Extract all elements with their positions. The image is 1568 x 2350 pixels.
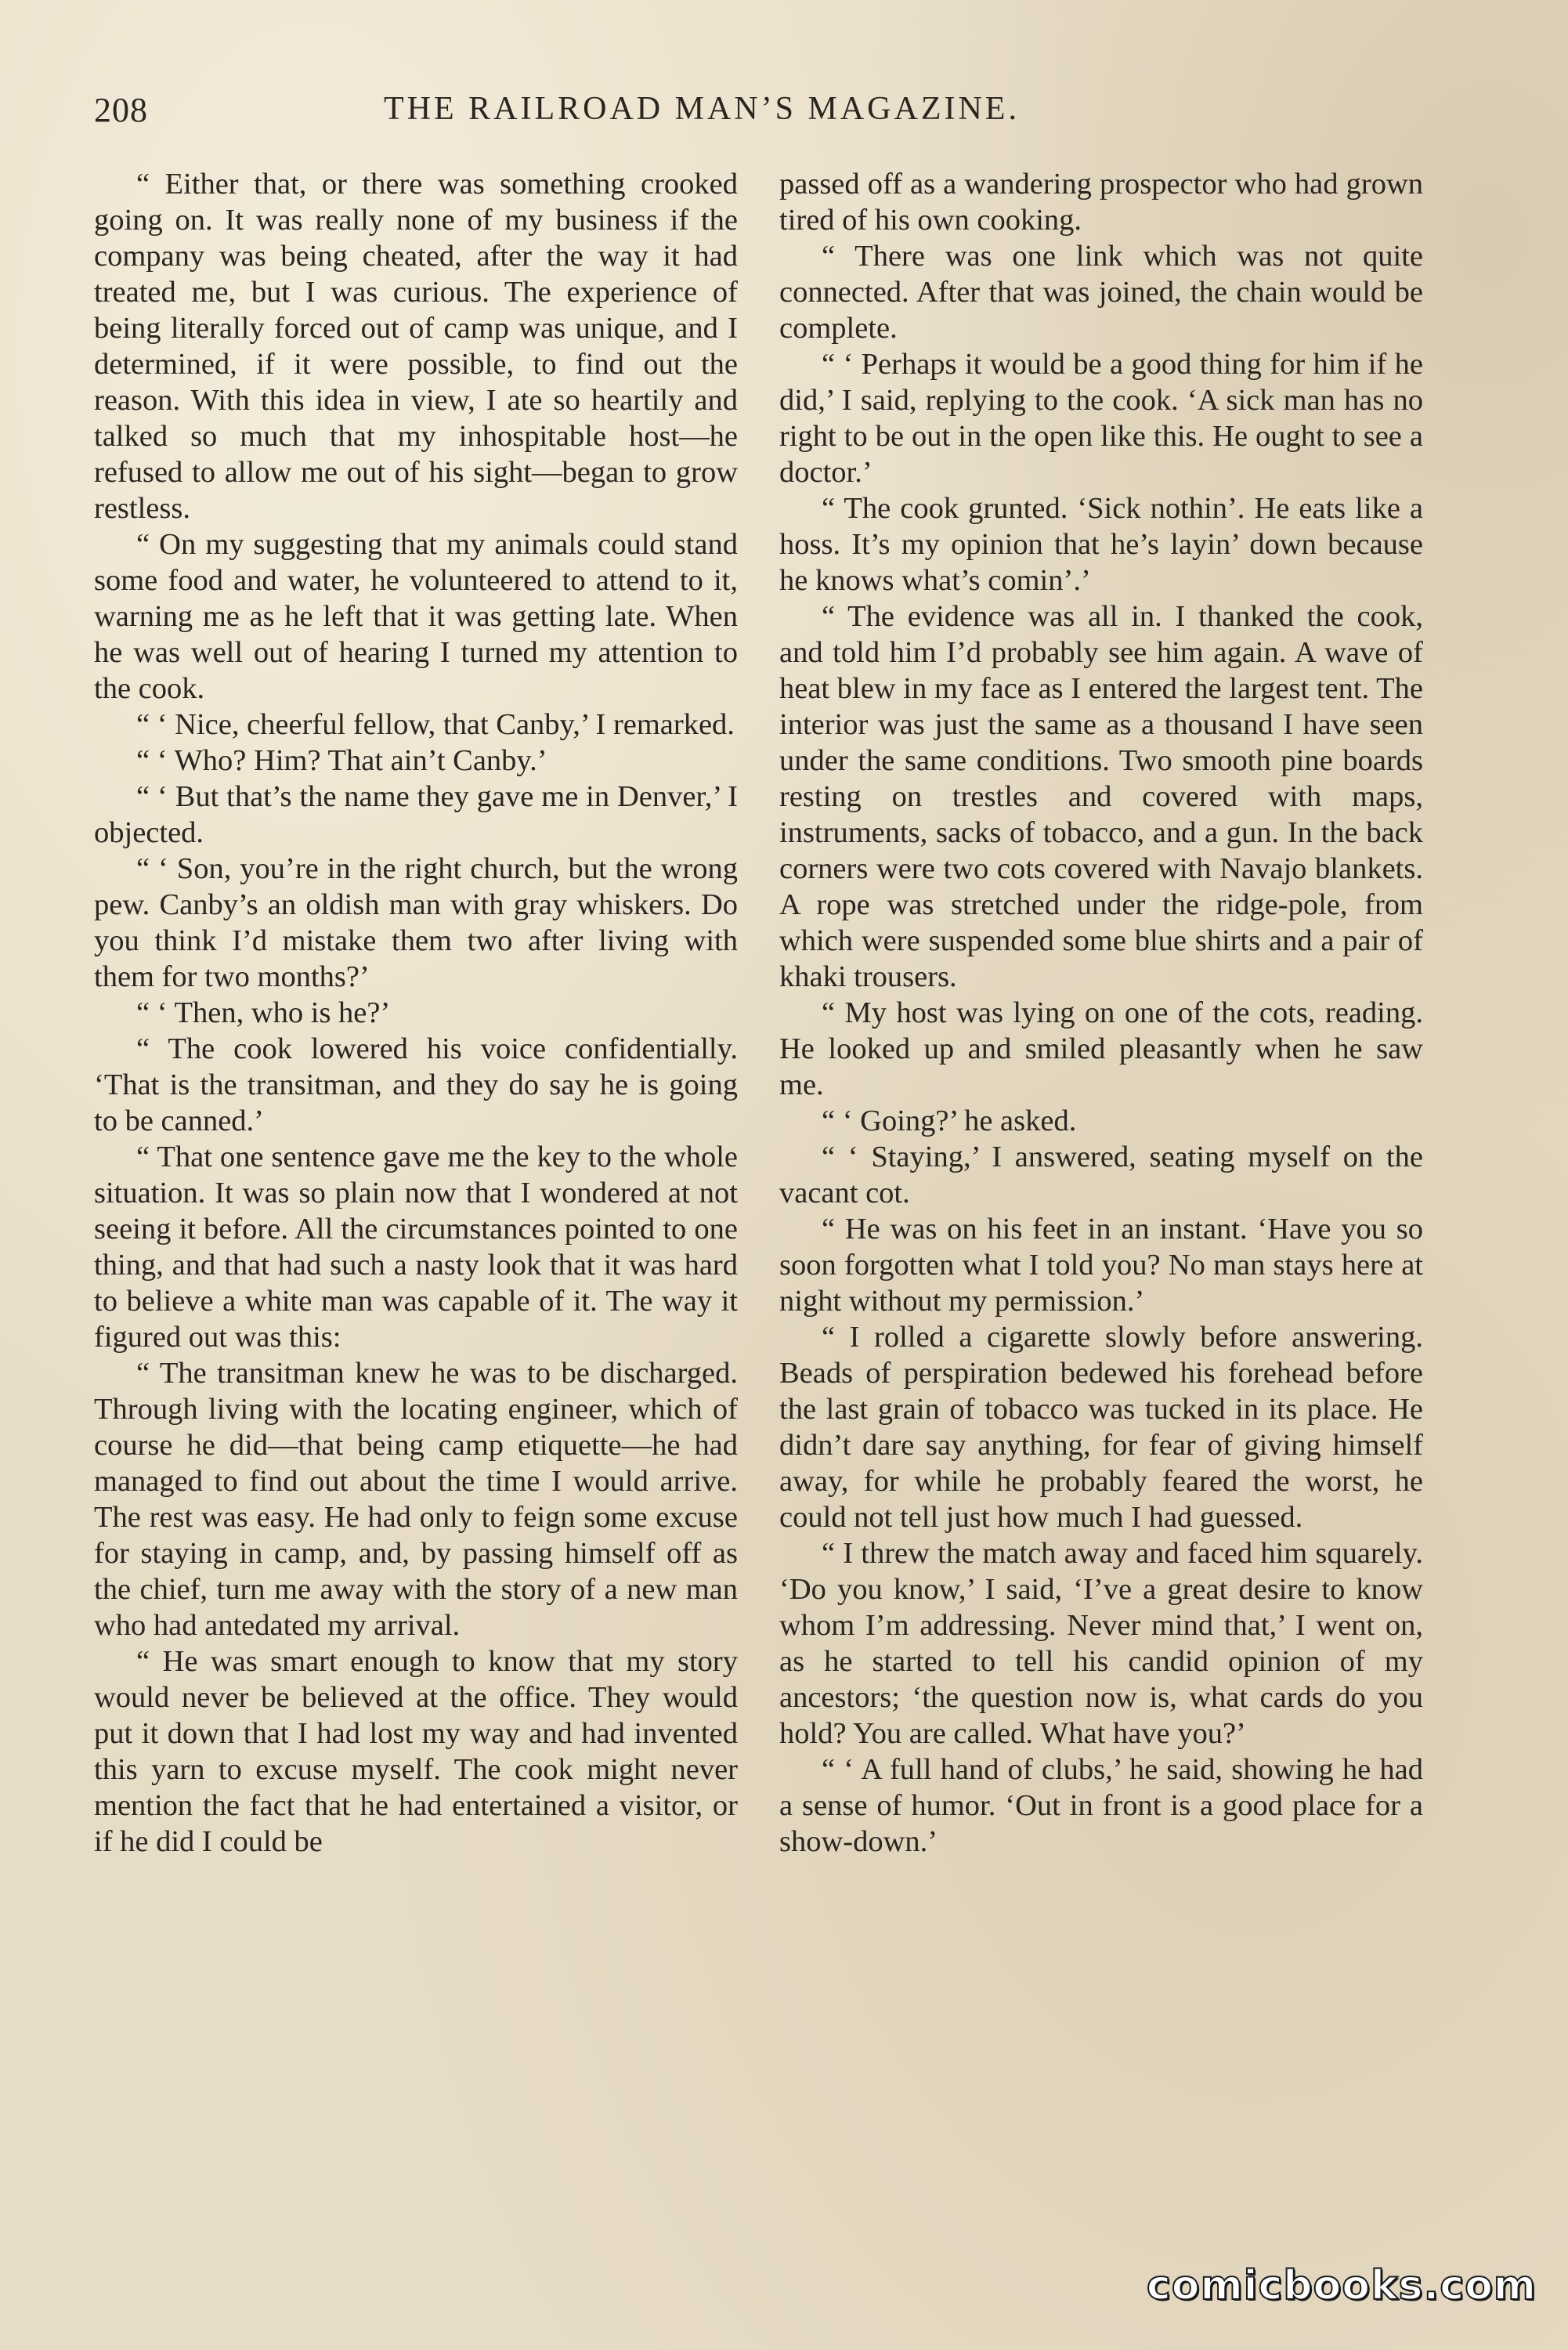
watermark: comicbooks.com [1146,2262,1537,2309]
right-column [779,166,1423,1860]
paragraph: “ On my suggesting that my animals could stand some food and water, he volunteered to attend to it, warning me as he left that it was getting late. When he was well out of hearing I turned my attention to the cook. [94,528,738,705]
paragraph: “ There was one link which was not quite connected. After that was joined, the chain would be complete. [779,240,1423,345]
paragraph: “ I threw the match away and faced him squarely. ‘Do you know,’ I said, ‘I’ve a great desire to know whom I’m addressing. Never mind that,’ I went on, as he started to tell his candid opinion of my ancestors; ‘the question now is, what cards do you hold? You are called. What have you?’ [779,1537,1423,1750]
paragraph: “ He was on his feet in an instant. ‘Have you so soon forgotten what I told you? No man stays here at night without my permission.’ [779,1213,1423,1318]
paragraph: “ ‘ Going?’ he asked. [822,1104,1077,1137]
paragraph: “ The cook lowered his voice confidentially. ‘That is the transitman, and they do say he is going to be canned.’ [94,1032,738,1137]
paragraph: “ ‘ But that’s the name they gave me in Denver,’ I objected. [94,780,738,849]
paragraph: “ ‘ Staying,’ I answered, seating myself on the vacant cot. [779,1141,1423,1209]
paragraph: passed off as a wandering prospector who had grown tired of his own cooking. [779,168,1423,237]
page-number: 208 [94,91,148,129]
left-column [94,166,738,1860]
paragraph: “ The evidence was all in. I thanked the cook, and told him I’d probably see him again. A wave of heat blew in my face as I entered the largest tent. The interior was just the same as a thousand I have seen under the same conditions. Two smooth pine boards resting on trestles and covered with maps, instruments, sacks of tobacco, and a gun. In the back corners were two cots covered with Navajo blankets. A rope was stretched under the ridge-pole, from which were suspended some blue shirts and a pair of khaki trousers. [779,600,1423,993]
paragraph: “ ‘ Who? Him? That ain’t Canby.’ [136,744,547,777]
paragraph: “ I rolled a cigarette slowly before answering. Beads of perspiration bedewed his forehead before the last grain of tobacco was tucked in its place. He didn’t dare say anything, for fear of giving himself away, for while he probably feared the worst, he could not tell just how much I had guessed. [779,1321,1423,1534]
paragraph: “ ‘ Perhaps it would be a good thing for him if he did,’ I said, replying to the cook. ‘A sick man has no right to be out in the open like this. He ought to see a doctor.’ [779,348,1423,489]
running-head: THE RAILROAD MAN’S MAGAZINE. [384,91,1020,127]
paragraph: “ The transitman knew he was to be discharged. Through living with the locating engineer, which of course he did—that being camp etiquette—he had managed to find out about the time I would arrive. The rest was easy. He had only to feign some excuse for staying in camp, and, by passing himself off as the chief, turn me away with the story of a new man who had antedated my arrival. [94,1357,738,1642]
paragraph: “ ‘ Then, who is he?’ [136,996,391,1029]
paragraph: “ ‘ Nice, cheerful fellow, that Canby,’ I remarked. [136,708,735,741]
paragraph: “ Either that, or there was something crooked going on. It was really none of my business if the company was being cheated, after the way it had treated me, but I was curious. The experience of being literally forced out of camp was unique, and I determined, if it were possible, to find out the reason. With this idea in view, I ate so heartily and talked so much that my inhospitable host—he refused to allow me out of his sight—began to grow restless. [94,168,738,525]
paragraph: “ The cook grunted. ‘Sick nothin’. He eats like a hoss. It’s my opinion that he’s layin’ down because he knows what’s comin’.’ [779,492,1423,597]
paragraph: “ ‘ A full hand of clubs,’ he said, showing he had a sense of humor. ‘Out in front is a good place for a show-down.’ [779,1753,1423,1858]
paragraph: “ ‘ Son, you’re in the right church, but the wrong pew. Canby’s an oldish man with gray whiskers. Do you think I’d mistake them two after living with them for two months?’ [94,852,738,993]
paragraph: “ My host was lying on one of the cots, reading. He looked up and smiled pleasantly when he saw me. [779,996,1423,1101]
paragraph: “ That one sentence gave me the key to the whole situation. It was so plain now that I wondered at not seeing it before. All the circumstances pointed to one thing, and that had such a nasty look that it was hard to believe a white man was capable of it. The way it figured out was this: [94,1141,738,1354]
paragraph: “ He was smart enough to know that my story would never be believed at the office. They would put it down that I had lost my way and had invented this yarn to excuse myself. The cook might never mention the fact that he had entertained a visitor, or if he did I could be [94,1645,738,1858]
